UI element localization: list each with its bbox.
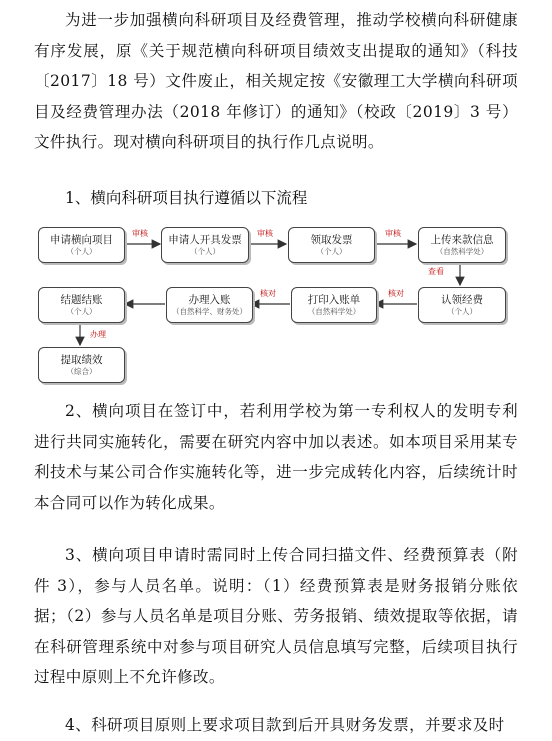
step-title: 办理入账 <box>188 293 231 306</box>
intro-paragraph: 为进一步加强横向科研项目及经费管理，推动学校横向科研健康有序发展，原《关于规范横向科研项目绩效支出提取的通知》（科技〔2017〕18 号）文件废止，相关规定按《安徽理工大学横向科研项目及经费管理办法（2018 年修订）的通知》（校政〔2019〕3 号）文件执行。现对横向科研项目的执行作几点说明。 <box>34 11 518 151</box>
step-claim-funds <box>418 287 506 323</box>
step-collect-invoice <box>288 227 375 263</box>
step-title: 提取绩效 <box>60 353 103 366</box>
arrow-label-review: 审核 <box>385 229 401 238</box>
step-owner: （个人） <box>66 246 97 256</box>
step-title: 上传来款信息 <box>430 233 494 246</box>
arrow-label-view: 查看 <box>428 267 444 276</box>
step-title: 申请横向项目 <box>50 233 113 246</box>
arrow-label-handle: 办理 <box>90 330 106 339</box>
step-title: 打印入账单 <box>307 293 361 306</box>
step-extract-performance <box>38 347 125 383</box>
step-upload-payment-info <box>418 227 506 263</box>
paragraph-4: 4、科研项目原则上要求项目款到后开具财务发票，并要求及时 <box>65 716 505 734</box>
step-project-closure <box>38 287 125 323</box>
step-title: 结题结账 <box>60 293 103 306</box>
step-title: 申请人开具发票 <box>168 233 242 246</box>
step-title: 认领经费 <box>441 293 483 306</box>
step-print-entry-form <box>291 287 377 323</box>
step-owner: （个人） <box>190 246 220 256</box>
step-owner: （综合） <box>66 366 97 376</box>
step-owner: （自然科学处） <box>435 246 489 256</box>
step-issue-invoice <box>161 227 249 263</box>
arrow-label-check: 核对 <box>388 289 404 298</box>
step-owner: （自然科学、财务处） <box>172 306 247 316</box>
arrow-label-review: 审核 <box>132 229 148 238</box>
arrow-label-review: 审核 <box>257 229 273 238</box>
step-apply-project <box>38 227 125 263</box>
process-heading: 1、横向科研项目执行遵循以下流程 <box>65 189 308 207</box>
step-process-entry <box>166 287 253 323</box>
paragraph-2: 2、横向项目在签订中，若利用学校为第一专利权人的发明专利进行共同实施转化，需要在研究内容中加以表述。如本项目采用某专利技术与某公司合作实施转化等，进一步完成转化内容，后续统计时本合同可以作为转化成果。 <box>34 402 518 512</box>
step-owner: （个人） <box>447 306 477 316</box>
step-owner: （个人） <box>66 306 97 316</box>
step-owner: （自然科学处） <box>307 306 361 316</box>
paragraph-3: 3、横向项目申请时需同时上传合同扫描文件、经费预算表（附件 3），参与人员名单。说明：（1）经费预算表是财务报销分账依据；（2）参与人员名单是项目分账、劳务报销、绩效提取等依据，请在科研管理系统中对参与项目研究人员信息填写完整，后续项目执行过程中原则上不允许修改。 <box>34 546 518 686</box>
step-title: 领取发票 <box>310 233 353 246</box>
arrow-label-check: 核对 <box>260 289 276 298</box>
step-owner: （个人） <box>316 246 347 256</box>
